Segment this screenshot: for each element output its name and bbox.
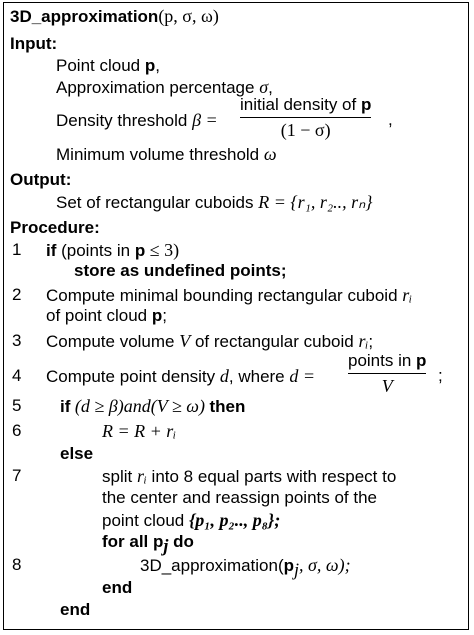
then-keyword: then <box>209 397 246 416</box>
step-7-continuation-1: the center and reassign points of the <box>102 488 378 507</box>
for-all-keyword: for all p <box>102 532 164 551</box>
end-keyword-inner: end <box>102 578 133 597</box>
step-4-line <box>46 366 315 387</box>
step-8-math: , σ, ω); <box>299 555 351 575</box>
input-line3-text: Density threshold <box>56 111 193 130</box>
pd-num-text: points in <box>348 351 417 370</box>
step-1-body: store as undefined points; <box>74 261 287 280</box>
procedure-header: Procedure: <box>10 218 100 237</box>
step-4-math2: d = <box>289 366 316 386</box>
input-header: Input: <box>10 34 58 53</box>
for-all-subscript: j <box>163 535 169 556</box>
point-density-denominator: V <box>381 376 393 396</box>
step-1-bold: p <box>134 241 146 260</box>
step-7-math: rᵢ <box>136 466 147 486</box>
else-keyword: else <box>60 444 94 463</box>
end-keyword-outer: end <box>60 600 91 619</box>
step-7-text: split <box>102 467 137 486</box>
input-line2-text: Approximation percentage <box>56 78 260 97</box>
input-line3-sym: β = <box>192 110 218 130</box>
step-4-text: Compute point density <box>46 367 220 386</box>
step-number-6: 6 <box>12 421 22 440</box>
step-5-math: (d ≥ β)and(V ≥ ω) <box>70 396 210 416</box>
do-keyword: do <box>168 532 194 551</box>
output-line-math: R = {r₁, r₂.., rₙ} <box>258 192 373 212</box>
step-7-text2: into 8 equal parts with respect to <box>146 467 397 486</box>
step-3-end: ; <box>368 332 374 351</box>
fraction-bar <box>240 117 371 118</box>
step-8-subscript: j <box>294 559 300 580</box>
step-2-math: rᵢ <box>402 285 413 305</box>
step-2-line <box>46 285 412 306</box>
density-numerator <box>240 95 371 115</box>
input-line-point-cloud <box>56 56 160 76</box>
step-number-1: 1 <box>12 240 22 259</box>
step-2-cont-end: ; <box>162 306 167 325</box>
step-6-math: R = R + rᵢ <box>102 421 177 441</box>
point-density-fraction <box>348 351 426 396</box>
input-line2-sym: σ <box>259 77 269 97</box>
pd-num-bold: p <box>416 351 427 370</box>
step-number-2: 2 <box>12 285 22 304</box>
step-2-continuation <box>46 306 167 326</box>
step-2-cont-bold: p <box>151 306 163 325</box>
step-1-math: ≤ 3) <box>145 240 180 260</box>
input-line-min-volume <box>56 144 277 165</box>
step-number-8: 8 <box>12 555 22 574</box>
step-7-cont-math: {p₁, p₂.., p₈}; <box>188 510 281 530</box>
step-number-3: 3 <box>12 331 22 350</box>
step-number-5: 5 <box>12 396 22 415</box>
input-line1-end: , <box>155 56 160 75</box>
for-all-line <box>102 532 194 555</box>
output-header: Output: <box>10 170 72 189</box>
step-number-7: 7 <box>12 466 22 485</box>
input-line1-text: Point cloud <box>56 56 145 75</box>
step-2-text: Compute minimal bounding rectangular cuboid <box>46 286 403 305</box>
output-line-text: Set of rectangular cuboids <box>56 193 259 212</box>
fraction-bar <box>348 373 426 374</box>
step-3-math2: rᵢ <box>358 331 369 351</box>
step-6-line <box>102 421 176 442</box>
density-fraction <box>240 95 371 140</box>
input-line4-sym: ω <box>263 144 277 164</box>
step-2-cont-text: of point cloud <box>46 306 152 325</box>
step-8-text: 3D_approximation( <box>140 556 284 575</box>
step-7-cont-text: point cloud <box>102 511 189 530</box>
algorithm-title <box>10 6 219 27</box>
step-3-text: Compute volume <box>46 332 180 351</box>
if-keyword: if <box>46 241 57 260</box>
step-7-continuation-2 <box>102 510 280 531</box>
step-number-4: 4 <box>12 366 22 385</box>
step-4-math: d <box>219 366 229 386</box>
step-8-bold: p <box>283 556 295 575</box>
step-1-line <box>46 240 179 261</box>
input-line3-end: , <box>388 110 393 129</box>
step-4-text2: , where <box>228 367 290 386</box>
if-keyword: if <box>60 397 71 416</box>
step-4-end: ; <box>438 366 443 385</box>
step-3-math: V <box>179 331 191 351</box>
input-line1-bold: p <box>144 56 156 75</box>
step-3-line <box>46 331 373 352</box>
step-7-line <box>102 466 396 487</box>
step-5-line <box>60 396 245 417</box>
density-denominator: (1 − σ) <box>280 120 331 140</box>
step-8-line <box>140 555 351 579</box>
title-name: 3D_approximation <box>10 7 159 26</box>
step-3-text2: of rectangular cuboid <box>190 332 359 351</box>
input-line4-text: Minimum volume threshold <box>56 145 264 164</box>
point-density-numerator <box>348 351 426 371</box>
step-1-text: (points in <box>56 241 135 260</box>
density-num-text: initial density of <box>240 95 361 114</box>
title-args: (p, σ, ω) <box>158 6 219 26</box>
input-line2-end: , <box>268 78 273 97</box>
density-num-bold: p <box>360 95 372 114</box>
output-line <box>56 192 372 213</box>
input-line-density <box>56 110 218 131</box>
